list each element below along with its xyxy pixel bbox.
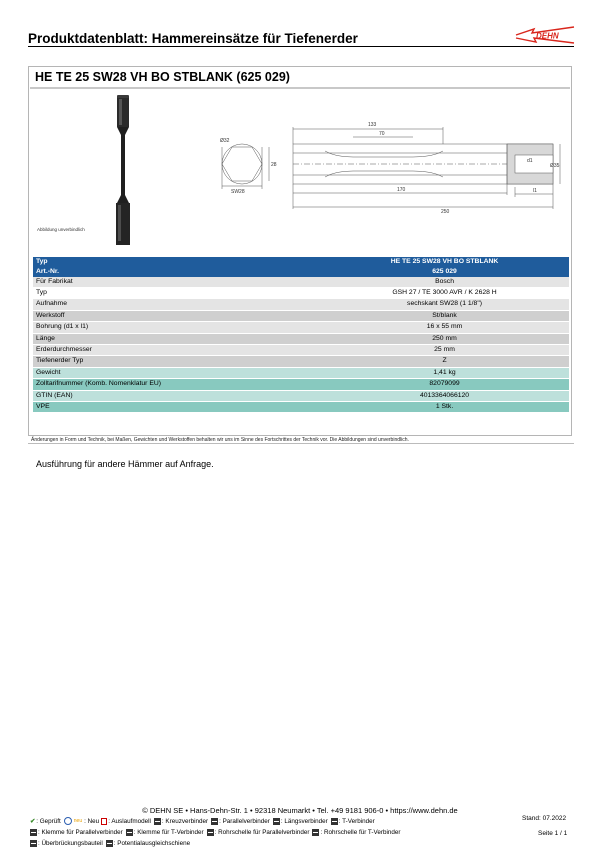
pipe-clamp-t-icon bbox=[312, 829, 319, 836]
legend-rs-par: : Rohrschelle für Parallelverbinder bbox=[214, 829, 310, 836]
legend-pot: : Potentialausgleichschiene bbox=[113, 840, 191, 847]
spec-value: Bosch bbox=[320, 277, 569, 288]
spec-value: 16 x 55 mm bbox=[320, 322, 569, 333]
spec-value: GSH 27 / TE 3000 AVR / K 2628 H bbox=[320, 288, 569, 299]
stand-date: Stand: 07.2022 bbox=[522, 815, 567, 822]
spec-label: GTIN (EAN) bbox=[33, 390, 320, 401]
table-row bbox=[33, 333, 569, 344]
footer-address: © DEHN SE • Hans-Dehn-Str. 1 • 92318 Neumarkt • Tel. +49 9181 906-0 • https://www.dehn.de bbox=[142, 806, 458, 815]
table-row bbox=[33, 322, 569, 333]
legend-neu: : Neu bbox=[84, 817, 100, 825]
clamp-t-icon bbox=[126, 829, 133, 836]
legend-kreuz: : Kreuzverbinder bbox=[161, 817, 209, 825]
check-icon: ✔ bbox=[30, 817, 36, 825]
legend-parallel: : Parallelverbinder bbox=[219, 817, 270, 825]
table-row bbox=[33, 310, 569, 321]
legend-line-3 bbox=[30, 840, 190, 847]
clamp-parallel-icon bbox=[30, 829, 37, 836]
page-title: Produktdatenblatt: Hammereinsätze für Tiefenerder bbox=[28, 31, 358, 46]
table-row bbox=[33, 267, 569, 277]
table-row bbox=[33, 277, 569, 288]
dim-d1: d1 bbox=[527, 158, 533, 164]
dehn-logo bbox=[514, 26, 576, 44]
legend-kl-t: : Klemme für T-Verbinder bbox=[133, 829, 204, 836]
legend-tverb: : T-Verbinder bbox=[338, 817, 375, 825]
pipe-clamp-parallel-icon bbox=[207, 829, 214, 836]
neu-mark: neu bbox=[73, 818, 83, 824]
dim-133: 133 bbox=[368, 122, 377, 128]
new-circle-icon bbox=[64, 817, 72, 825]
table-row bbox=[33, 402, 569, 413]
legend-ueber: : Überbrückungsbauteil bbox=[38, 840, 103, 847]
spec-label: Typ bbox=[33, 257, 320, 267]
table-row bbox=[33, 345, 569, 356]
legend-rs-t: : Rohrschelle für T-Verbinder bbox=[320, 829, 401, 836]
spec-label: Zolltarifnummer (Komb. Nomenklatur EU) bbox=[33, 379, 320, 390]
table-row bbox=[33, 390, 569, 401]
header-divider bbox=[28, 46, 574, 47]
dim-170: 170 bbox=[397, 187, 406, 193]
legend-laengs: : Längsverbinder bbox=[280, 817, 328, 825]
dim-70: 70 bbox=[379, 131, 385, 137]
page-number: Seite 1 / 1 bbox=[538, 830, 568, 837]
t-connector-icon bbox=[331, 818, 338, 825]
brand-text: DEHN bbox=[536, 31, 559, 41]
cross-connector-icon bbox=[154, 818, 161, 825]
spec-label: Bohrung (d1 x l1) bbox=[33, 322, 320, 333]
discontinued-icon bbox=[101, 818, 107, 825]
spec-value: 82079099 bbox=[320, 379, 569, 390]
dim-28: 28 bbox=[271, 162, 277, 168]
spec-label: Typ bbox=[33, 288, 320, 299]
parallel-connector-icon bbox=[211, 818, 218, 825]
spec-label: Gewicht bbox=[33, 367, 320, 378]
dim-sw28: SW28 bbox=[231, 189, 245, 195]
legend-kl-par: : Klemme für Parallelverbinder bbox=[38, 829, 123, 836]
legend-ausl: : Auslaufmodell bbox=[108, 817, 151, 825]
dim-l1: l1 bbox=[533, 188, 537, 194]
spec-label: Werkstoff bbox=[33, 310, 320, 321]
equipotential-bar-icon bbox=[106, 840, 113, 847]
spec-value: 250 mm bbox=[320, 333, 569, 344]
spec-label: Aufnahme bbox=[33, 299, 320, 310]
technical-drawing bbox=[205, 111, 565, 215]
spec-label: VPE bbox=[33, 402, 320, 413]
spec-table bbox=[33, 257, 569, 413]
spec-label: Länge bbox=[33, 333, 320, 344]
product-panel bbox=[28, 66, 572, 436]
spec-label: Art.-Nr. bbox=[33, 267, 320, 277]
spec-label: Erderdurchmesser bbox=[33, 345, 320, 356]
legend-geprueft: : Geprüft bbox=[36, 817, 61, 825]
dim-250: 250 bbox=[441, 209, 450, 215]
spec-value: 625 029 bbox=[320, 267, 569, 277]
legend-line-2 bbox=[30, 829, 401, 836]
dim-dia35: Ø35 bbox=[550, 163, 560, 169]
table-row bbox=[33, 299, 569, 310]
disclaimer: Änderungen in Form und Technik, bei Maßen, Gewichten und Werkstoffen behalten wir uns im Sinne des Fortschrittes der Technik vor. Die Abbildungen sind unverbindlich. bbox=[31, 437, 409, 443]
dim-dia32: Ø32 bbox=[220, 138, 230, 144]
spec-value: sechskant SW28 (1 1/8") bbox=[320, 299, 569, 310]
bridging-component-icon bbox=[30, 840, 37, 847]
spec-value: 25 mm bbox=[320, 345, 569, 356]
table-row bbox=[33, 288, 569, 299]
spec-label: Für Fabrikat bbox=[33, 277, 320, 288]
spec-label: Tiefenerder Typ bbox=[33, 356, 320, 367]
product-title: HE TE 25 SW28 VH BO STBLANK (625 029) bbox=[35, 70, 290, 84]
title-divider bbox=[30, 87, 570, 89]
footer-divider bbox=[28, 443, 574, 444]
table-row bbox=[33, 257, 569, 267]
spec-value: Z bbox=[320, 356, 569, 367]
table-row bbox=[33, 356, 569, 367]
spec-value: 4013364066120 bbox=[320, 390, 569, 401]
spec-value: St/blank bbox=[320, 310, 569, 321]
photo-caption: Abbildung unverbindlich bbox=[37, 227, 85, 232]
spec-value: 1 Stk. bbox=[320, 402, 569, 413]
table-row bbox=[33, 379, 569, 390]
spec-value: HE TE 25 SW28 VH BO STBLANK bbox=[320, 257, 569, 267]
remark-text: Ausführung für andere Hämmer auf Anfrage. bbox=[36, 459, 214, 469]
legend-line-1 bbox=[30, 817, 375, 825]
table-row bbox=[33, 367, 569, 378]
longitudinal-connector-icon bbox=[273, 818, 280, 825]
spec-value: 1,41 kg bbox=[320, 367, 569, 378]
